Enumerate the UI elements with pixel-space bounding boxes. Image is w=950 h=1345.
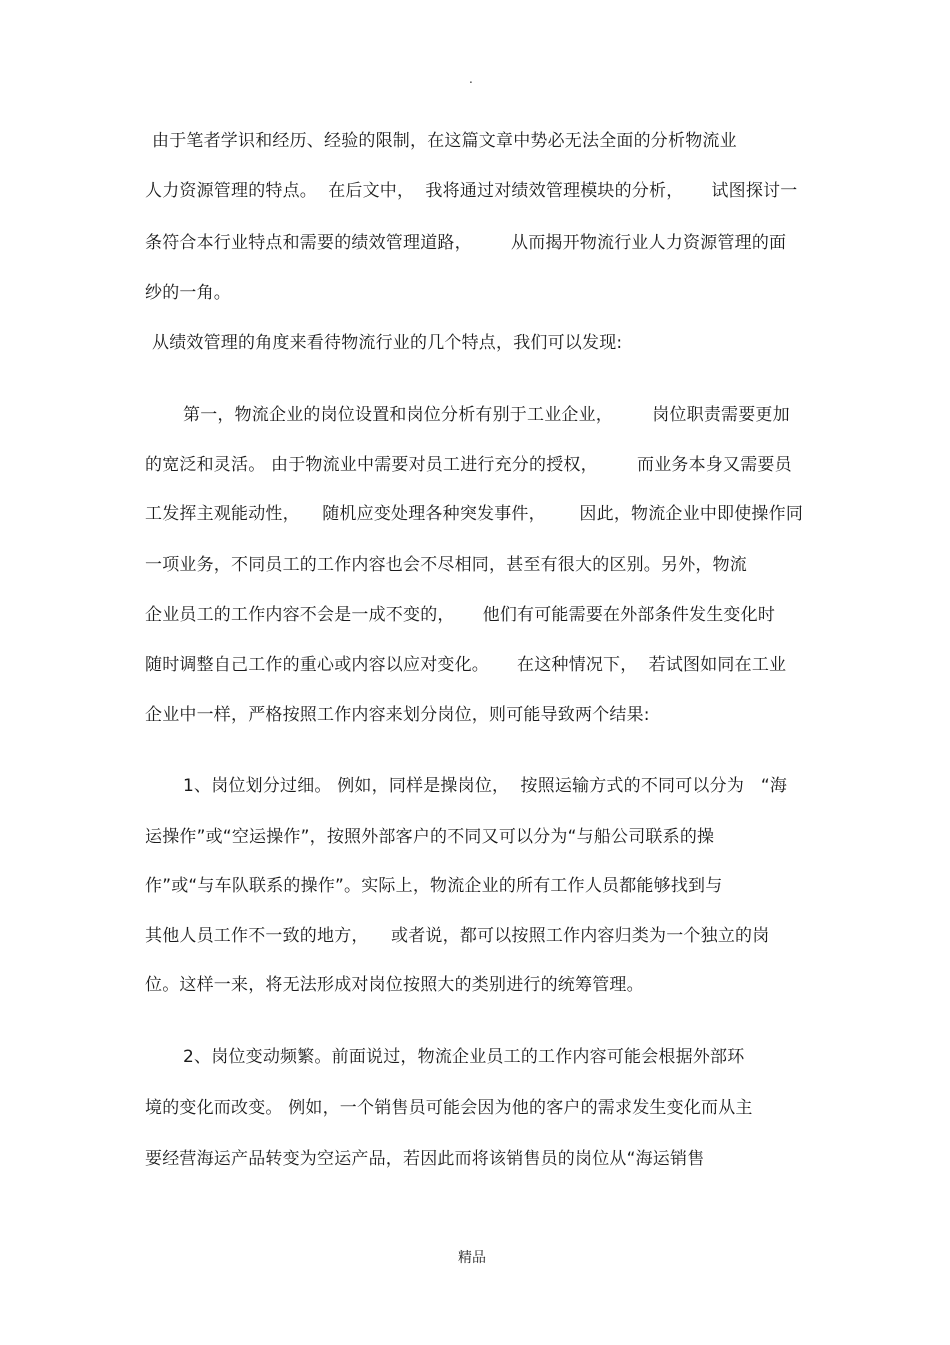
text-line: 要经营海运产品转变为空运产品，若因此而将该销售员的岗位从“海运销售 — [145, 1149, 705, 1169]
text-line: 运操作”或“空运操作”，按照外部客户的不同又可以分为“与船公司联系的操 — [145, 827, 715, 847]
text-line: 第一，物流企业的岗位设置和岗位分析有别于工业企业， 岗位职责需要更加 — [183, 405, 790, 425]
text-line: 人力资源管理的特点。 在后文中， 我将通过对绩效管理模块的分析， 试图探讨一 — [145, 181, 798, 201]
page-footer: 精品 — [458, 1250, 486, 1266]
text-line: 条符合本行业特点和需要的绩效管理道路， 从而揭开物流行业人力资源管理的面 — [145, 233, 787, 253]
text-line: 位。这样一来，将无法形成对岗位按照大的类别进行的统筹管理。 — [145, 975, 644, 995]
text-line: 纱的一角。 — [145, 283, 231, 303]
text-line: 由于笔者学识和经历、经验的限制，在这篇文章中势必无法全面的分析物流业 — [152, 131, 737, 151]
text-line: 1、岗位划分过细。 例如，同样是操岗位， 按照运输方式的不同可以分为 “海 — [183, 776, 788, 796]
text-line: 企业中一样，严格按照工作内容来划分岗位，则可能导致两个结果: — [145, 705, 650, 725]
text-line: 作”或“与车队联系的操作”。实际上，物流企业的所有工作人员都能够找到与 — [145, 876, 723, 896]
page-header-mark: . — [469, 72, 473, 86]
text-line: 境的变化而改变。 例如，一个销售员可能会因为他的客户的需求发生变化而从主 — [145, 1098, 753, 1118]
text-line: 2、岗位变动频繁。前面说过，物流企业员工的工作内容可能会根据外部环 — [183, 1047, 745, 1067]
text-line: 从绩效管理的角度来看待物流行业的几个特点，我们可以发现: — [152, 333, 623, 353]
text-line: 的宽泛和灵活。 由于物流业中需要对员工进行充分的授权， 而业务本身又需要员 — [145, 455, 792, 475]
text-line: 随时调整自己工作的重心或内容以应对变化。 在这种情况下， 若试图如同在工业 — [145, 655, 787, 675]
text-line: 工发挥主观能动性， 随机应变处理各种突发事件， 因此，物流企业中即使操作同 — [145, 504, 804, 524]
text-line: 一项业务，不同员工的工作内容也会不尽相同，甚至有很大的区别。另外，物流 — [145, 555, 747, 575]
text-line: 其他人员工作不一致的地方， 或者说，都可以按照工作内容归类为一个独立的岗 — [145, 926, 770, 946]
text-line: 企业员工的工作内容不会是一成不变的， 他们有可能需要在外部条件发生变化时 — [145, 605, 776, 625]
